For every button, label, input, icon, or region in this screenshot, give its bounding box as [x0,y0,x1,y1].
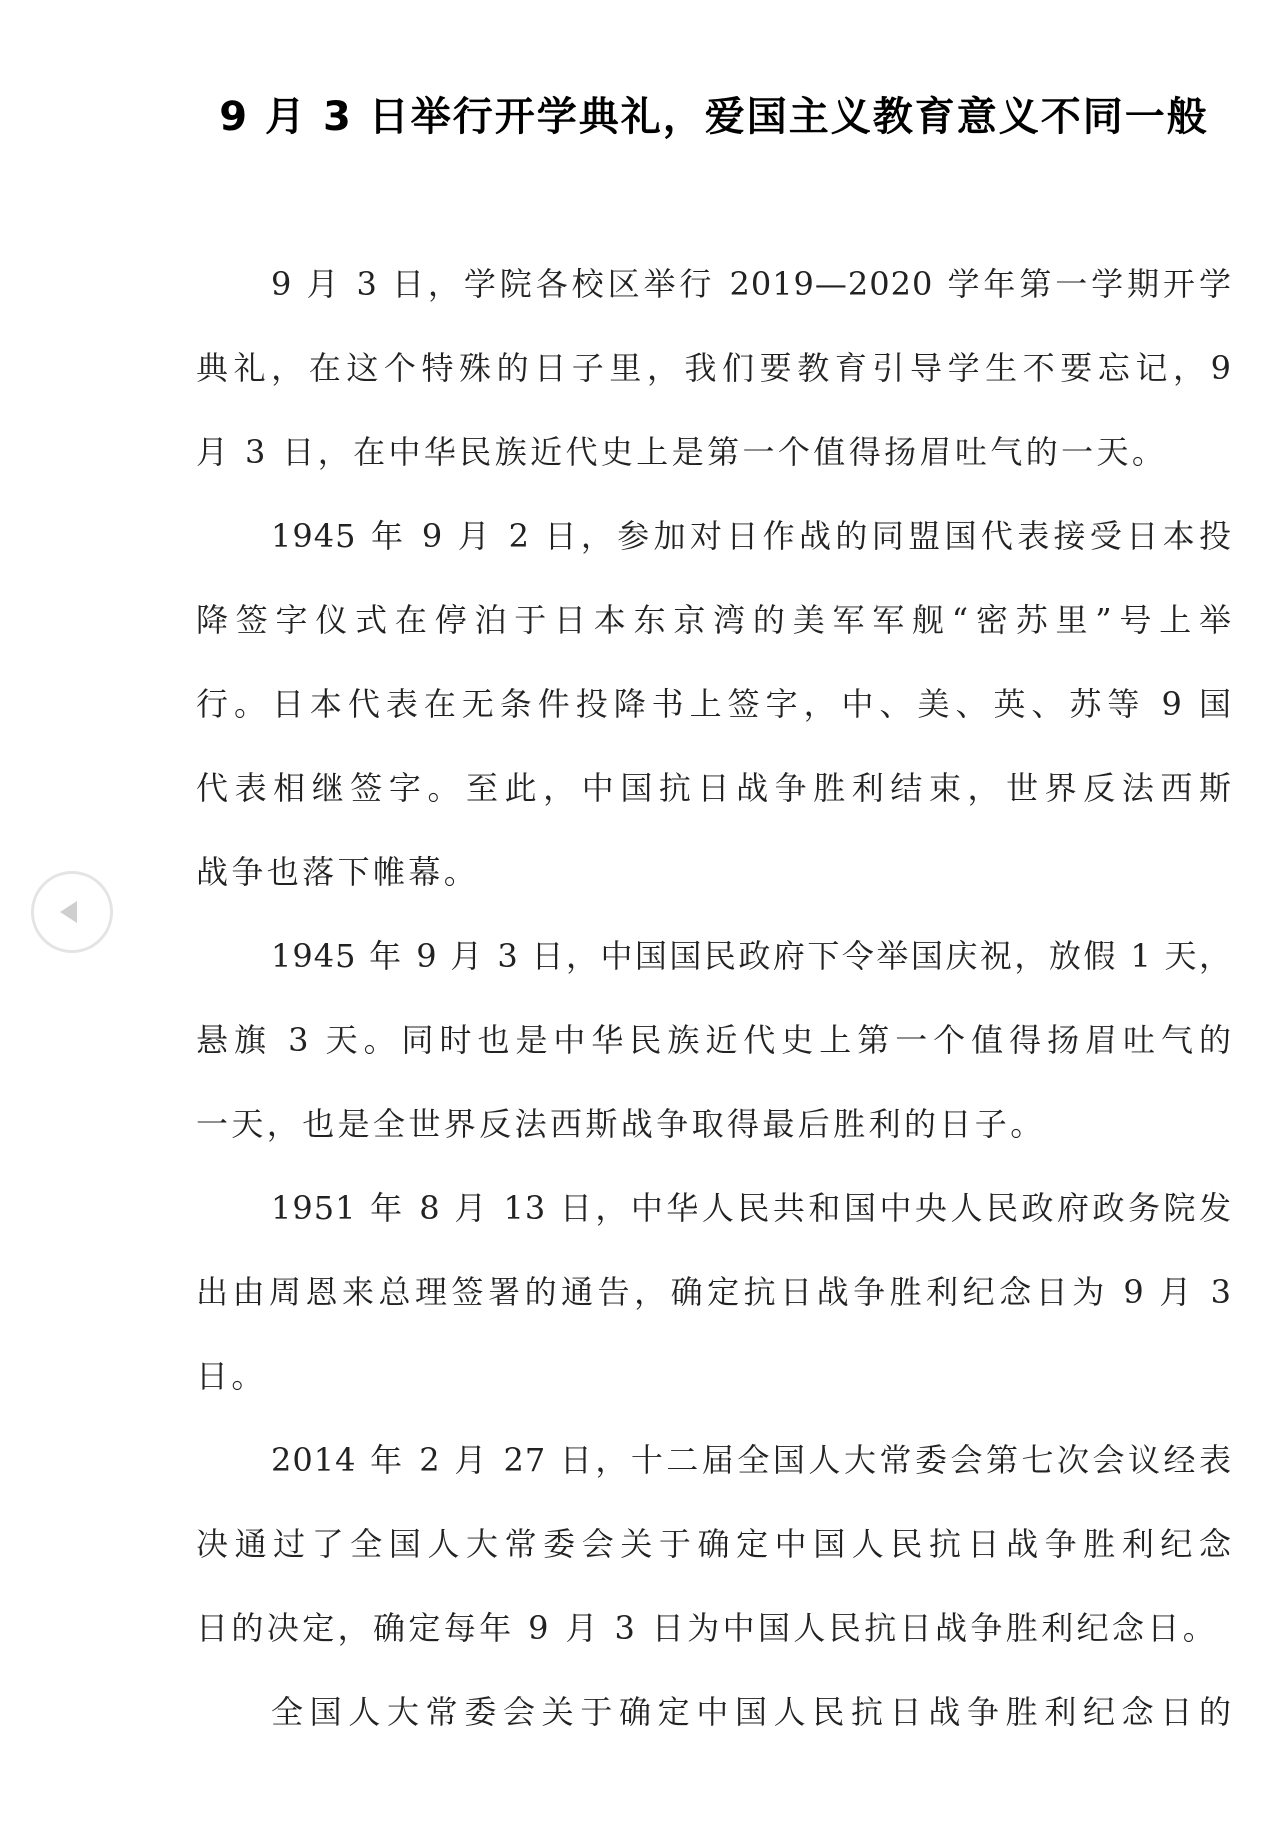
text-line: 典礼，在这个特殊的日子里，我们要教育引导学生不要忘记，9 [196,349,1232,387]
text-line: 日。 [196,1357,267,1395]
paragraph [196,494,1232,914]
text-line: 月 3 日，在中华民族近代史上是第一个值得扬眉吐气的一天。 [196,433,1168,471]
previous-page-button[interactable] [31,871,113,953]
text-line: 出由周恩来总理签署的通告，确定抗日战争胜利纪念日为 9 月 3 [196,1273,1232,1311]
text-line: 降签字仪式在停泊于日本东京湾的美军军舰“密苏里”号上举 [196,601,1232,639]
text-line: 战争也落下帷幕。 [196,853,480,891]
text-line: 决通过了全国人大常委会关于确定中国人民抗日战争胜利纪念 [196,1525,1232,1563]
text-line: 行。日本代表在无条件投降书上签字，中、美、英、苏等 9 国 [196,685,1232,723]
text-line: 1945 年 9 月 2 日，参加对日作战的同盟国代表接受日本投 [271,517,1232,555]
chevron-left-icon [60,901,77,923]
text-line: 一天，也是全世界反法西斯战争取得最后胜利的日子。 [196,1105,1046,1143]
document-body [196,242,1232,1754]
text-line: 全国人大常委会关于确定中国人民抗日战争胜利纪念日的 [271,1693,1232,1731]
text-line: 日的决定，确定每年 9 月 3 日为中国人民抗日战争胜利纪念日。 [196,1609,1219,1647]
text-line: 9 月 3 日，学院各校区举行 2019—2020 学年第一学期开学 [271,265,1232,303]
document-title: 9 月 3 日举行开学典礼，爱国主义教育意义不同一般 [219,94,1209,140]
text-line: 2014 年 2 月 27 日，十二届全国人大常委会第七次会议经表 [271,1441,1232,1479]
paragraph [196,914,1232,1166]
text-line: 1945 年 9 月 3 日，中国国民政府下令举国庆祝，放假 1 天， [271,937,1232,975]
paragraph [196,242,1232,494]
paragraph [196,1418,1232,1670]
paragraph [196,1166,1232,1418]
text-line: 代表相继签字。至此，中国抗日战争胜利结束，世界反法西斯 [196,769,1232,807]
paragraph [196,1670,1232,1754]
text-line: 悬旗 3 天。同时也是中华民族近代史上第一个值得扬眉吐气的 [196,1021,1232,1059]
text-line: 1951 年 8 月 13 日，中华人民共和国中央人民政府政务院发 [271,1189,1232,1227]
